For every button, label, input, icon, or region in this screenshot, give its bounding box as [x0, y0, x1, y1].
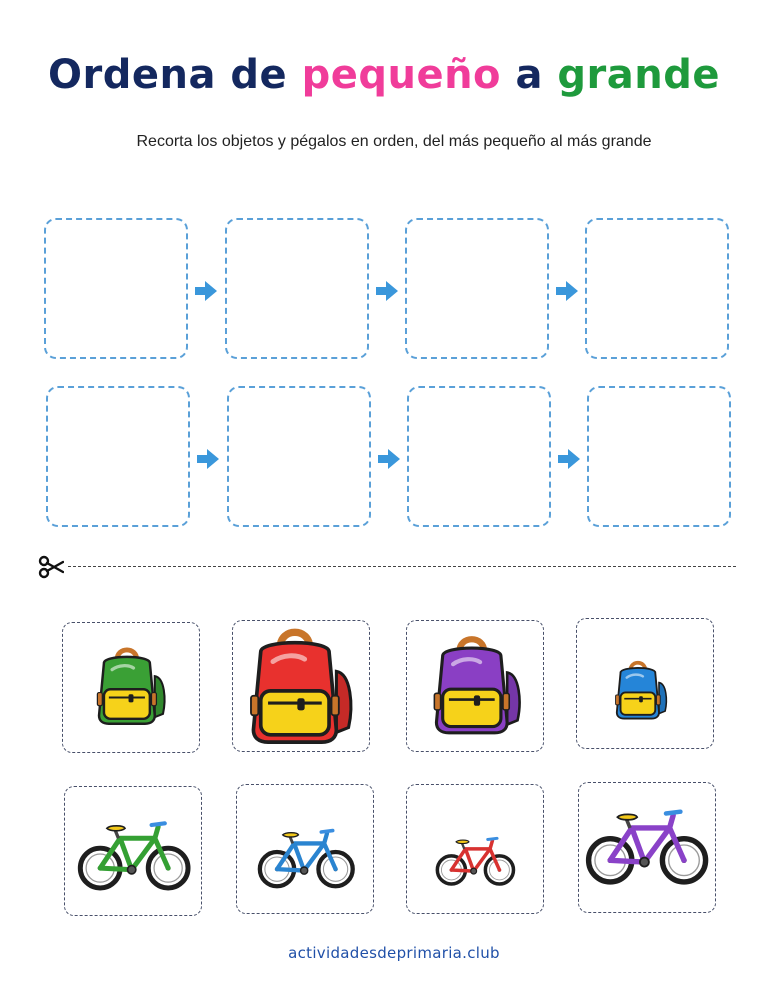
arrow-right-icon	[555, 280, 579, 302]
paste-slot-row2-3[interactable]	[407, 386, 551, 527]
site-url: actividadesdeprimaria.club	[288, 944, 500, 962]
title-part-pequeno: pequeño	[301, 52, 502, 98]
paste-slot-row2-2[interactable]	[227, 386, 371, 527]
paste-slot-row2-1[interactable]	[46, 386, 190, 527]
bicycle-icon	[77, 813, 193, 895]
paste-slot-row1-3[interactable]	[405, 218, 549, 359]
bicycle-icon	[585, 801, 711, 889]
paste-slot-row2-4[interactable]	[587, 386, 731, 527]
scissors-icon	[38, 555, 64, 579]
paste-slot-row1-2[interactable]	[225, 218, 369, 359]
cutout-card-backpack-blue[interactable]	[576, 618, 714, 749]
arrow-right-icon	[377, 448, 401, 470]
arrow-right-icon	[196, 448, 220, 470]
bicycle-icon	[257, 821, 357, 893]
cutout-card-backpack-green[interactable]	[62, 622, 200, 753]
bicycle-icon	[435, 831, 517, 889]
backpack-icon	[613, 659, 669, 721]
paste-slot-row1-1[interactable]	[44, 218, 188, 359]
arrow-right-icon	[375, 280, 399, 302]
backpack-icon	[243, 625, 359, 747]
title-part-a: a	[501, 52, 558, 98]
cutout-card-bicycle-purple[interactable]	[578, 782, 716, 913]
cut-line	[68, 566, 736, 567]
arrow-right-icon	[194, 280, 218, 302]
cutout-card-bicycle-red[interactable]	[406, 784, 544, 914]
backpack-icon	[429, 633, 525, 737]
cutout-card-bicycle-green[interactable]	[64, 786, 202, 916]
cutout-card-backpack-red[interactable]	[232, 620, 370, 752]
page-title	[0, 52, 768, 98]
cutout-card-bicycle-blue[interactable]	[236, 784, 374, 914]
title-part-grande: grande	[557, 52, 720, 98]
arrow-right-icon	[557, 448, 581, 470]
paste-slot-row1-4[interactable]	[585, 218, 729, 359]
backpack-icon	[91, 645, 171, 727]
cutout-card-backpack-purple[interactable]	[406, 620, 544, 752]
instruction-text: Recorta los objetos y pégalos en orden, del más pequeño al más grande	[136, 133, 652, 150]
title-part-ordena: Ordena de	[48, 52, 302, 98]
